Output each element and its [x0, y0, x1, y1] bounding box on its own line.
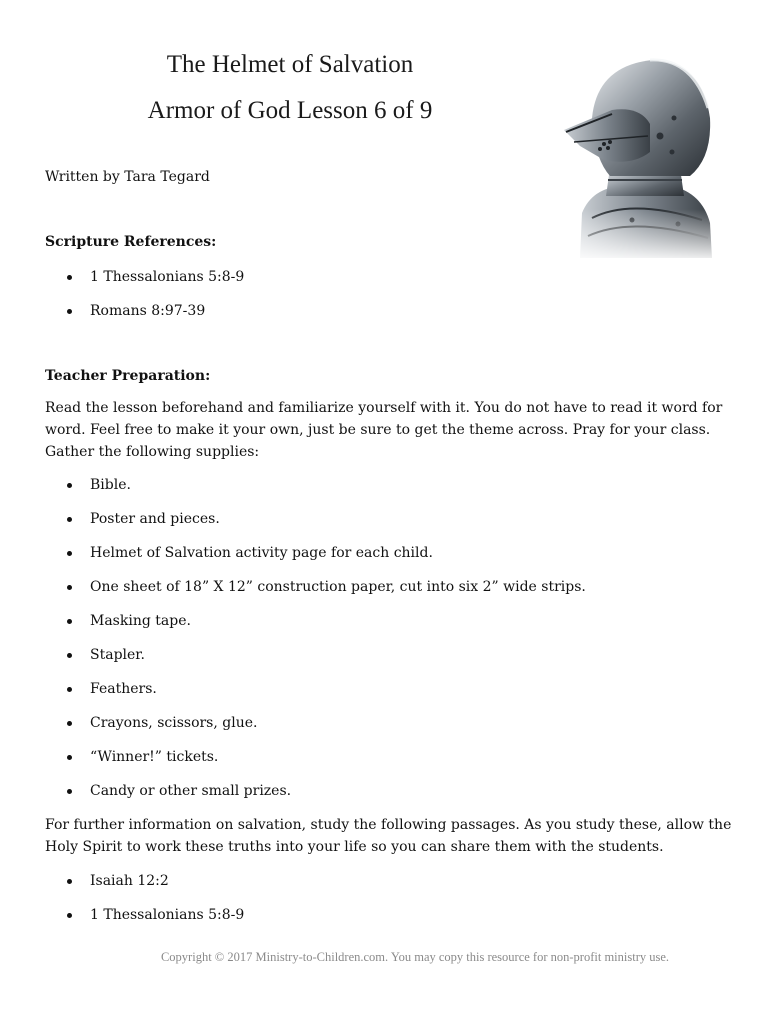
bullet-icon — [67, 755, 72, 760]
further-list — [45, 871, 735, 939]
bullet-icon — [67, 913, 72, 918]
supplies-list — [45, 475, 735, 815]
further-info-text: For further information on salvation, study the following passages. As you study these, allow the Holy Spirit to work these truths into your life so you can share them with the students. — [45, 817, 732, 855]
list-item: Romans 8:97-39 — [45, 301, 735, 335]
author-line: Written by Tara Tegard — [45, 169, 210, 185]
list-item: “Winner!” tickets. — [45, 747, 735, 781]
bullet-icon — [67, 789, 72, 794]
scripture-heading: Scripture References: — [45, 234, 217, 250]
copyright-footer: Copyright © 2017 Ministry-to-Children.com. You may copy this resource for non-profit ministry use. — [160, 950, 670, 964]
bullet-icon — [67, 275, 72, 280]
bullet-icon — [67, 551, 72, 556]
page-title — [60, 42, 520, 134]
bullet-icon — [67, 879, 72, 884]
title-line-1: The Helmet of Salvation — [166, 51, 414, 78]
bullet-icon — [67, 517, 72, 522]
bullet-icon — [67, 653, 72, 658]
list-item: Poster and pieces. — [45, 509, 735, 543]
list-item: Bible. — [45, 475, 735, 509]
bullet-icon — [67, 721, 72, 726]
list-item: Helmet of Salvation activity page for each child. — [45, 543, 735, 577]
bullet-icon — [67, 585, 72, 590]
bullet-icon — [67, 687, 72, 692]
scripture-list — [45, 267, 735, 335]
list-item: Masking tape. — [45, 611, 735, 645]
preparation-intro: Read the lesson beforehand and familiarize yourself with it. You do not have to read it word for word. Feel free to make it your own, just be sure to get the theme across. Pray for your class. Gather the following supplies: — [45, 400, 723, 460]
list-item: 1 Thessalonians 5:8-9 — [45, 267, 735, 301]
preparation-heading: Teacher Preparation: — [45, 368, 211, 384]
list-item: Feathers. — [45, 679, 735, 713]
list-item: 1 Thessalonians 5:8-9 — [45, 905, 735, 939]
bullet-icon — [67, 483, 72, 488]
bullet-icon — [67, 619, 72, 624]
list-item: Candy or other small prizes. — [45, 781, 735, 815]
list-item: One sheet of 18” X 12” construction paper, cut into six 2” wide strips. — [45, 577, 735, 611]
list-item: Crayons, scissors, glue. — [45, 713, 735, 747]
bullet-icon — [67, 309, 72, 314]
list-item: Isaiah 12:2 — [45, 871, 735, 905]
list-item: Stapler. — [45, 645, 735, 679]
title-line-2: Armor of God Lesson 6 of 9 — [147, 97, 433, 124]
